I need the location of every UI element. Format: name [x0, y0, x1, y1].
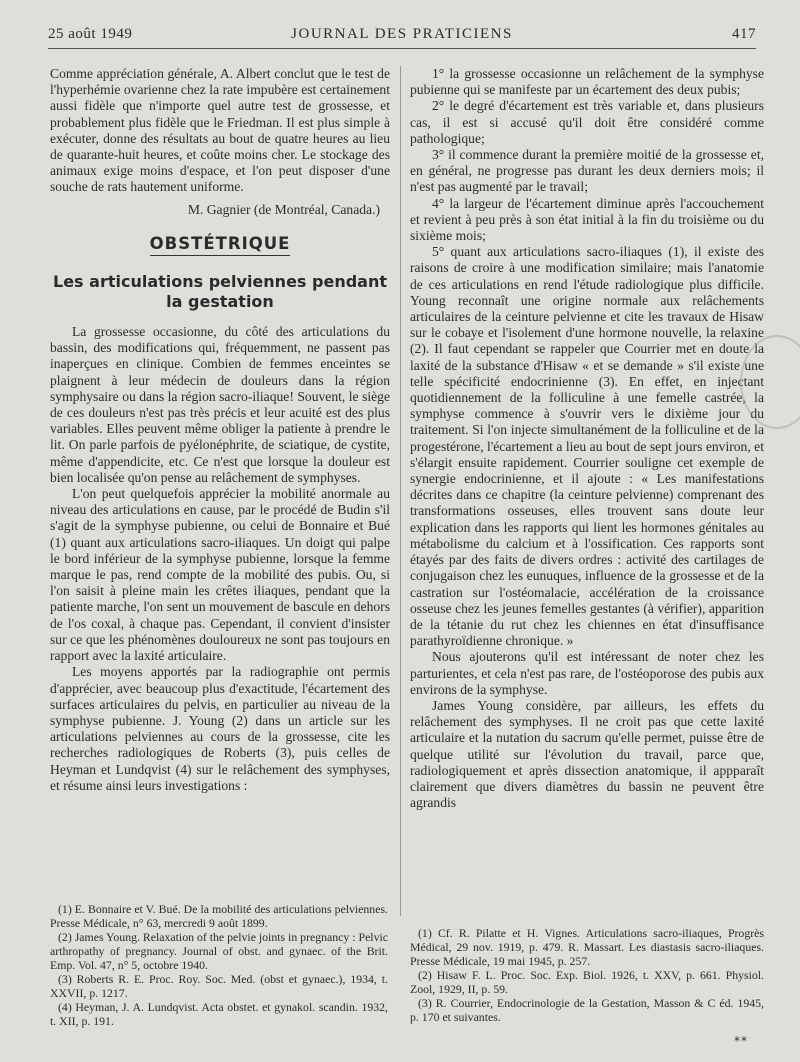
list-item: 3° il commence durant la première moitié de la grossesse et, en général, ne progresse pas durant les deux derniers mois; il n'est pas augmenté par le travail;: [410, 147, 764, 195]
list-item: 2° le degré d'écartement est très variable et, dans plusieurs cas, il est si accusé qu'il doit être considéré comme pathologique;: [410, 98, 764, 146]
footnotes-left: [50, 902, 388, 1028]
footnote: (1) E. Bonnaire et V. Bué. De la mobilité des articulations pelviennes. Presse Médicale, n° 63, mercredi 9 août 1899.: [50, 902, 388, 930]
list-item: 5° quant aux articulations sacro-iliaques (1), il existe des raisons de croire à une modification similaire; mais l'anatomie de ces articulations en rend l'étude radiologique plus difficile. Young reconnaît une origine normale aux relâchements articulaires de la ceinture pelvienne et cite les travaux de Hisaw sur le cobaye et l'isolement d'une hormone nouvelle, la relaxine (2). Il faut cependant se rappeler que Courrier met en doute la laxité de la substance d'Hisaw « et se demande » s'il existe une telle spécificité endocrinienne (3). En effet, en injectant quotidiennement de la folliculine à une femelle castrée, la symphyse commence à s'ouvrir vers le dixième jour du traitement. Si l'on injecte simultanément de la folliculine et de la progestérone, l'écartement a lieu au bout de sept jours environ, et s'élargit ensuite rapidement. Courrier souligne cet exemple de synergie endocrinienne, et il ajoute : « Les manifestations décrites dans ce chapitre (la ceinture pelvienne) comprenant des transformations osseuses, elles trouvent sans doute leur explication dans les rapports qui lient les hormones génitales au métabolisme du calcium et à l'ossification. Ces rapports sont étayés par des faits de divers ordres : activité des cartilages de conjugaison chez les eunuques, influence de la grossesse et de la castration sur l'ostéomalacie, accélération de la croissance osseuse chez les jeunes femelles gestantes (à vérifier), apparition de la tétanie du rut chez les chiennes en état d'insuffisance parathyroïdienne chronique. »: [410, 244, 764, 649]
footnote: (2) Hisaw F. L. Proc. Soc. Exp. Biol. 1926, t. XXV, p. 661. Physiol. Zool, 1929, II, p. 59.: [410, 968, 764, 996]
body-paragraph: James Young considère, par ailleurs, les effets du relâchement des symphyses. Il ne croit pas que cette laxité articulaire et la nutation du sacrum qu'elle permet, puisse être de quelque utilité sur l'évolution du travail, parce que, radiologiquement et après dissection anatomique, il appparaît clairement que divers diamètres du bassin ne peuvent être agrandis: [410, 697, 764, 811]
author-signature: M. Gagnier (de Montréal, Canada.): [187, 201, 380, 217]
page-header: [48, 24, 756, 49]
footnote: (3) Roberts R. E. Proc. Roy. Soc. Med. (obst et gynaec.), 1934, t. XXVII, p. 1217.: [50, 972, 388, 1000]
intro-paragraph: Comme appréciation générale, A. Albert conclut que le test de l'hyperhémie ovarienne chez la rate impubère est certainement aussi fidèle que n'importe quel autre test de grossesse, et probablement plus fidèle que le Friedman. Il est plus simple à exécuter, donne des résultats au bout de quatre heures au lieu de quarante-huit heures, et coûte moins cher. Le stockage des animaux exige moins d'espace, et l'on peut disposer d'une souche de rats hautement uniforme.: [50, 66, 390, 195]
page-number: 417: [732, 26, 756, 42]
body-paragraph: Les moyens apportés par la radiographie ont permis d'apprécier, avec beaucoup plus d'exactitude, l'écartement des surfaces articulaires du pelvis, en particulier au niveau de la symphyse pubienne. J. Young (2) dans un article sur les articulations pelviennes au cours de la grossesse, cite les recherches radiologiques de Roberts (3), puis celles de Heyman et Lundqvist (4) sur le relâchement des symphyses, et résume ainsi leurs investigations :: [50, 664, 390, 793]
page-bottom-mark: **: [734, 1034, 748, 1048]
footnote: (3) R. Courrier, Endocrinologie de la Gestation, Masson & C éd. 1945, p. 170 et suivantes.: [410, 996, 764, 1024]
footnote: (4) Heyman, J. A. Lundqvist. Acta obstet. et gynakol. scandin. 1932, t. XII, p. 191.: [50, 1000, 388, 1028]
right-column: [410, 66, 764, 811]
body-paragraph: Nous ajouterons qu'il est intéressant de noter chez les parturientes, et cela n'est pas rare, de l'ostéoporose des pubis aux environs de la symphyse.: [410, 649, 764, 697]
section-title: OBSTÉTRIQUE: [50, 236, 390, 256]
list-item: 4° la largeur de l'écartement diminue après l'accouchement et revient à peu près à son état initial à la fin du troisième ou du sixième mois;: [410, 195, 764, 244]
list-item: 1° la grossesse occasionne un relâchement de la symphyse pubienne qui se manifeste par un écartement des deux pubis;: [410, 66, 764, 98]
journal-title: JOURNAL DES PRATICIENS: [291, 26, 513, 42]
footnotes-right: [410, 926, 764, 1024]
body-paragraph: La grossesse occasionne, du côté des articulations du bassin, des modifications qui, fréquemment, ne passent pas inaperçues en clinique. Combien de femmes enceintes se plaignent à leur médecin de douleurs dans la région symphysaire ou dans la région sacro-iliaque! Souvent, le siège de ces douleurs n'est pas très précis et leur acuité est des plus variables. Elles peuvent même obliger la patiente à prendre le lit. On parle parfois de pyélonéphrite, de sciatique, de cystite, même d'appendicite, etc. Ce n'est que lorsque la douleur est bien localisée qu'on pense au relâchement de symphyses.: [50, 324, 390, 485]
issue-date: 25 août 1949: [48, 26, 133, 42]
article-title: Les articulations pelviennes pendant la gestation: [53, 272, 387, 312]
column-divider: [400, 66, 401, 916]
footnote: (1) Cf. R. Pilatte et H. Vignes. Articulations sacro-iliaques, Progrès Médical, 29 nov. 1919, p. 479. R. Massart. Les diastasis sacro-iliaques. Presse Médicale, 19 mai 1945, p. 257.: [410, 926, 764, 968]
left-column: [50, 66, 390, 794]
body-paragraph: L'on peut quelquefois apprécier la mobilité anormale au niveau des articulations en cause, par le procédé de Budin s'il s'agit de la symphyse pubienne, ou celui de Bonnaire et Bué (1) quant aux articulations sacro-iliaques. Un doigt qui palpe le bord inférieur de la symphyse pubienne, lorsque la femme marque le pas, rend compte de la mobilité des pubis. Ou, si l'on saisit à pleine main les crêtes iliaques, pendant que la patiente marche, l'on sent un mouvement de bascule en dehors de l'os coxal, à chaque pas. Cependant, il convient d'insister sur ce que les phénomènes douloureux ne sont pas toujours en rapport avec la laxité articulaire.: [50, 486, 390, 664]
footnote: (2) James Young. Relaxation of the pelvie joints in pregnancy : Pelvic arthropathy of pregnancy. Journal of obst. and gynaec. of the Brit. Emp. Vol. 47, n° 5, octobre 1940.: [50, 930, 388, 972]
